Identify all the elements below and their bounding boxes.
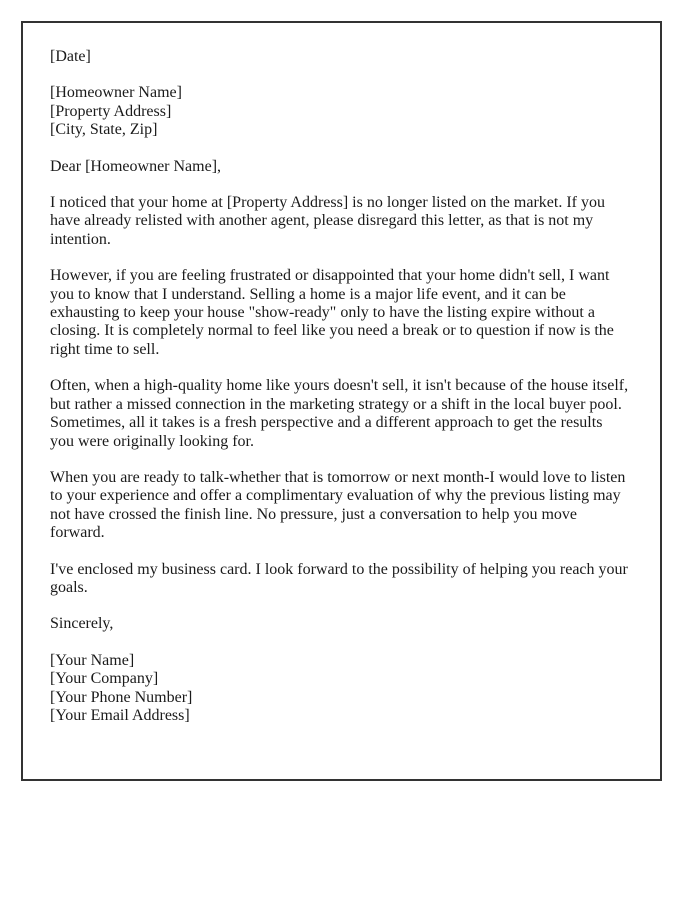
letter-content — [50, 48, 630, 725]
signature-name-line: [Your Name] — [50, 651, 135, 669]
recipient-block — [50, 84, 630, 139]
letter-border-box — [21, 21, 662, 781]
paragraph-intro: I noticed that your home at [Property Address] is no longer listed on the market. If you have already relisted with another agent, please disregard this letter, as that is not my intention. — [50, 194, 605, 248]
date-placeholder: [Date] — [50, 48, 91, 65]
recipient-city-state-zip-line: [City, State, Zip] — [50, 121, 158, 139]
signature-email-line: [Your Email Address] — [50, 706, 190, 724]
recipient-address-line: [Property Address] — [50, 102, 172, 120]
signature-phone-line: [Your Phone Number] — [50, 688, 193, 706]
paragraph-empathy: However, if you are feeling frustrated or disappointed that your home didn't sell, I want you to know that I understand. Selling a home is a major life event, and it can be exhausting to keep your house "show-ready" only to have the listing expire without a closing. It is completely normal to feel like you need a break or to question if now is the right time to sell. — [50, 267, 614, 358]
signature-block — [50, 652, 630, 726]
paragraph-enclosure: I've enclosed my business card. I look forward to the possibility of helping you reach your goals. — [50, 560, 628, 596]
paragraph-offer: When you are ready to talk-whether that is tomorrow or next month-I would love to listen to your experience and offer a complimentary evaluation of why the previous listing may not have crossed the finish line. No pressure, just a conversation to help you move forward. — [50, 468, 626, 542]
paragraph-reason: Often, when a high-quality home like yours doesn't sell, it isn't because of the house itself, but rather a missed connection in the marketing strategy or a shift in the local buyer pool. Sometimes, all it takes is a fresh perspective and a different approach to get the results you were originally looking for. — [50, 377, 629, 450]
recipient-name-line: [Homeowner Name] — [50, 84, 182, 102]
signature-company-line: [Your Company] — [50, 670, 159, 688]
salutation: Dear [Homeowner Name], — [50, 157, 222, 175]
closing: Sincerely, — [50, 615, 114, 633]
